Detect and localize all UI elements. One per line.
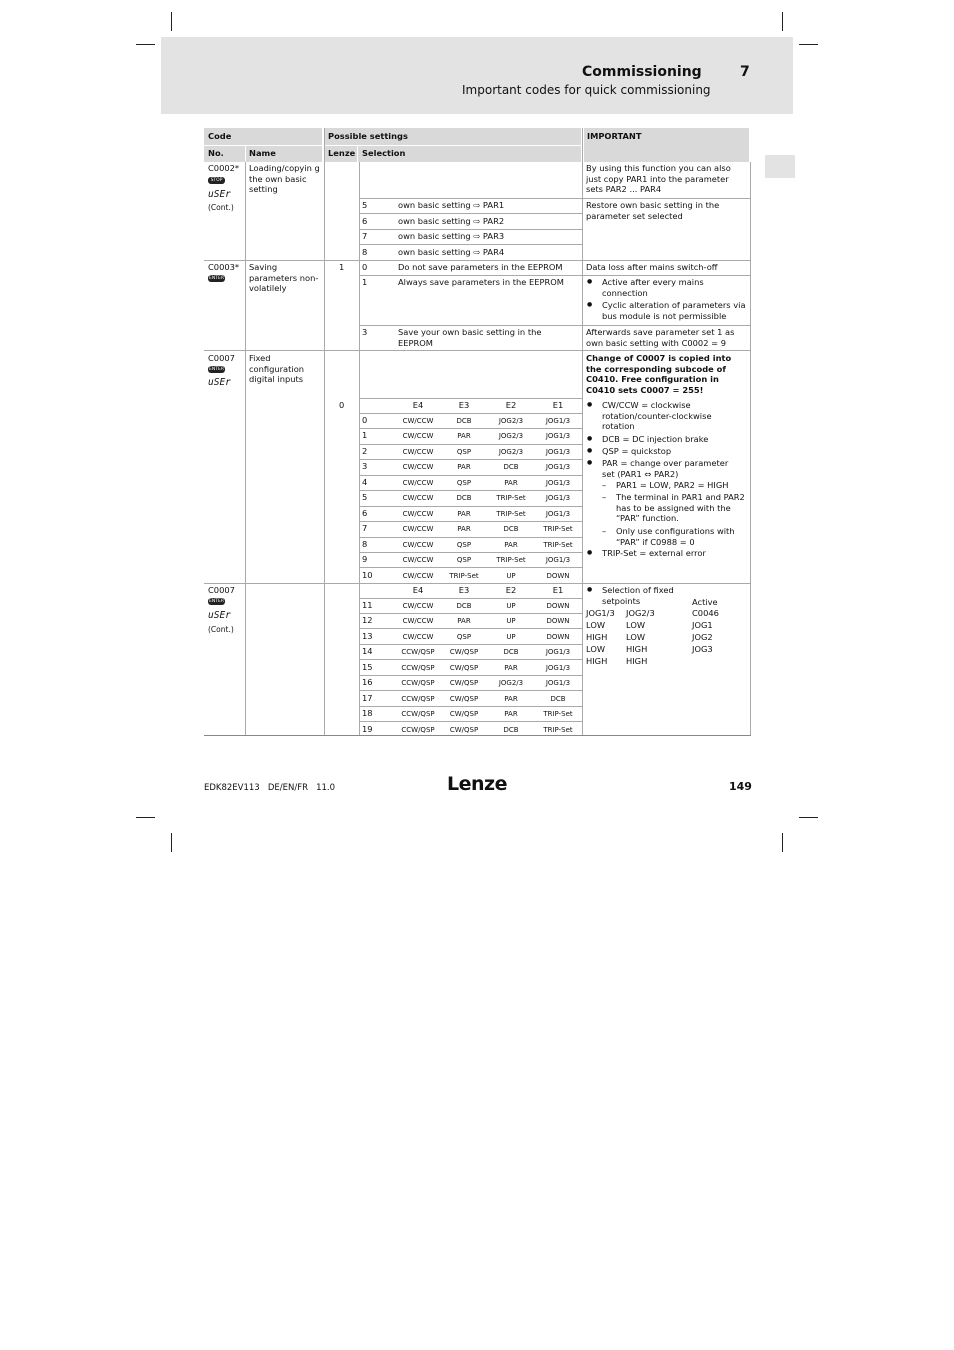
- selection-number: 7: [362, 231, 368, 241]
- lenze-logo: Lenze: [447, 773, 507, 795]
- selection-number: 18: [362, 708, 373, 718]
- table-cell: PAR: [457, 510, 471, 518]
- bullet-item: ● QSP = quickstop: [602, 446, 742, 457]
- selection-number: 13: [362, 631, 373, 641]
- table-cell: PAR: [504, 541, 518, 549]
- table-cell: JOG1/3: [545, 463, 571, 471]
- table-cell: CW/CCW: [402, 479, 434, 487]
- selection-number: 16: [362, 677, 373, 687]
- column-e2: E2: [505, 585, 517, 595]
- selection-number: 19: [362, 724, 373, 734]
- crop-mark: [171, 833, 172, 852]
- table-cell: UP: [506, 633, 516, 641]
- table-cell: JOG1/3: [545, 479, 571, 487]
- table-cell: CW/CCW: [402, 432, 434, 440]
- table-cell: JOG1/3: [545, 679, 571, 687]
- table-cell: CCW/QSP: [401, 679, 435, 687]
- important-note: Restore own basic setting in the parameter set selected: [586, 200, 720, 221]
- jog-header: JOG2/3: [626, 608, 655, 618]
- selection-text: own basic setting ⇨ PAR2: [398, 216, 505, 226]
- table-cell: CCW/QSP: [401, 695, 435, 703]
- code-name: Loading/copyin g the own basic setting: [249, 163, 320, 194]
- lenze-default: 0: [339, 400, 345, 410]
- table-cell: CW/CCW: [402, 602, 434, 610]
- table-cell: CW/CCW: [402, 541, 434, 549]
- table-cell: JOG2/3: [498, 432, 524, 440]
- jog-cell: HIGH: [586, 632, 608, 642]
- column-e1: E1: [552, 400, 564, 410]
- selection-number: 14: [362, 646, 373, 656]
- table-cell: CW/QSP: [449, 648, 479, 656]
- header-important: IMPORTANT: [587, 131, 642, 141]
- selection-number: 17: [362, 693, 373, 703]
- selection-number: 3: [362, 461, 368, 471]
- selection-text: own basic setting ⇨ PAR3: [398, 231, 505, 241]
- table-cell: PAR: [504, 695, 518, 703]
- crop-mark: [799, 44, 818, 45]
- selection-text: Save your own basic setting in the EEPROM: [398, 327, 542, 348]
- table-cell: QSP: [456, 633, 472, 641]
- table-cell: DCB: [456, 602, 472, 610]
- selection-number: 0: [362, 262, 368, 272]
- table-cell: QSP: [456, 448, 472, 456]
- column-e3: E3: [458, 585, 470, 595]
- table-cell: QSP: [456, 541, 472, 549]
- table-cell: JOG1/3: [545, 432, 571, 440]
- continued-label: (Cont.): [208, 203, 234, 212]
- jog-header: JOG1/3: [586, 608, 615, 618]
- crop-mark: [171, 12, 172, 31]
- user-menu-icon: uSEr: [208, 189, 231, 200]
- table-cell: TRIP-Set: [543, 710, 573, 718]
- selection-number: 6: [362, 508, 368, 518]
- enter-key-icon: ENTER: [209, 276, 224, 281]
- jog-cell: HIGH: [626, 656, 648, 666]
- table-cell: CW/CCW: [402, 448, 434, 456]
- header-name: Name: [249, 148, 276, 158]
- table-cell: UP: [506, 572, 516, 580]
- table-cell: DCB: [503, 726, 519, 734]
- column-e2: E2: [505, 400, 517, 410]
- user-menu-icon: uSEr: [208, 377, 231, 388]
- table-cell: DOWN: [546, 633, 570, 641]
- table-cell: JOG1/3: [545, 494, 571, 502]
- chapter-title: Commissioning: [582, 64, 702, 80]
- table-cell: JOG2/3: [498, 448, 524, 456]
- table-cell: PAR: [504, 710, 518, 718]
- code-name: Fixed configuration digital inputs: [249, 353, 305, 384]
- enter-key-icon: ENTER: [209, 367, 224, 372]
- selection-text: Always save parameters in the EEPROM: [398, 277, 564, 287]
- table-cell: DCB: [503, 648, 519, 656]
- jog-cell: HIGH: [626, 644, 648, 654]
- crop-mark: [782, 833, 783, 852]
- selection-number: 8: [362, 539, 368, 549]
- important-note: Change of C0007 is copied into the corresponding subcode of C0410. Free configuration in C0410 sets C0007 = 255!: [586, 353, 732, 395]
- selection-number: 9: [362, 554, 368, 564]
- user-menu-icon: uSEr: [208, 610, 231, 621]
- table-cell: JOG1/3: [545, 556, 571, 564]
- table-cell: DOWN: [546, 617, 570, 625]
- table-cell: CW/CCW: [402, 525, 434, 533]
- selection-number: 8: [362, 247, 368, 257]
- jog-cell: LOW: [586, 644, 606, 654]
- crop-mark: [782, 12, 783, 31]
- table-cell: JOG1/3: [545, 510, 571, 518]
- selection-text: Do not save parameters in the EEPROM: [398, 262, 563, 272]
- dash-item: – PAR1 = LOW, PAR2 = HIGH: [616, 480, 746, 491]
- table-cell: PAR: [504, 479, 518, 487]
- bullet-item: ● TRIP-Set = external error: [602, 548, 742, 559]
- table-cell: JOG1/3: [545, 648, 571, 656]
- section-subtitle: Important codes for quick commissioning: [462, 83, 711, 97]
- selection-number: 6: [362, 216, 368, 226]
- table-cell: TRIP-Set: [543, 726, 573, 734]
- table-cell: CCW/QSP: [401, 726, 435, 734]
- jog-header: Active C0046: [692, 597, 719, 618]
- table-cell: PAR: [457, 525, 471, 533]
- table-cell: UP: [506, 617, 516, 625]
- header-lenze: Lenze: [328, 148, 356, 158]
- document-id: EDK82EV113 DE/EN/FR 11.0: [204, 783, 336, 793]
- table-cell: TRIP-Set: [496, 510, 526, 518]
- header-selection: Selection: [362, 148, 406, 158]
- important-note: Afterwards save parameter set 1 as own basic setting with C0002 = 9: [586, 327, 735, 348]
- selection-number: 5: [362, 492, 368, 502]
- jog-cell: HIGH: [586, 656, 608, 666]
- jog-cell: JOG3: [692, 644, 713, 654]
- selection-text: own basic setting ⇨ PAR1: [398, 200, 505, 210]
- bullet-item: ● PAR = change over parameter set (PAR1 ⇔ PAR2): [602, 458, 742, 479]
- table-cell: CW/CCW: [402, 417, 434, 425]
- table-cell: CCW/QSP: [401, 648, 435, 656]
- table-cell: CW/CCW: [402, 463, 434, 471]
- table-cell: JOG1/3: [545, 448, 571, 456]
- crop-mark: [136, 817, 155, 818]
- continued-label: (Cont.): [208, 625, 234, 634]
- enter-key-icon: ENTER: [209, 599, 224, 604]
- selection-number: 1: [362, 430, 368, 440]
- table-cell: TRIP-Set: [543, 525, 573, 533]
- table-cell: PAR: [457, 617, 471, 625]
- table-cell: PAR: [504, 664, 518, 672]
- selection-number: 12: [362, 615, 373, 625]
- column-e3: E3: [458, 400, 470, 410]
- selection-number: 7: [362, 523, 368, 533]
- table-cell: CCW/QSP: [401, 710, 435, 718]
- selection-number: 1: [362, 277, 368, 287]
- jog-cell: LOW: [626, 632, 646, 642]
- table-cell: TRIP-Set: [449, 572, 479, 580]
- bullet-item: ● CW/CCW = clockwise rotation/counter-clockwise rotation: [602, 400, 742, 432]
- table-cell: DCB: [503, 525, 519, 533]
- column-e4: E4: [412, 585, 424, 595]
- crop-mark: [799, 817, 818, 818]
- page-number: 149: [729, 780, 752, 793]
- bullet-item: ● Cyclic alteration of parameters via bus module is not permissible: [602, 300, 747, 321]
- table-cell: TRIP-Set: [543, 541, 573, 549]
- header-no: No.: [208, 148, 224, 158]
- selection-number: 10: [362, 570, 373, 580]
- selection-number: 11: [362, 600, 373, 610]
- table-cell: DCB: [503, 463, 519, 471]
- table-cell: JOG2/3: [498, 417, 524, 425]
- table-cell: PAR: [457, 463, 471, 471]
- selection-number: 0: [362, 415, 368, 425]
- selection-text: own basic setting ⇨ PAR4: [398, 247, 505, 257]
- dash-item: – Only use configurations with “PAR” if C0988 = 0: [616, 526, 746, 547]
- table-cell: QSP: [456, 556, 472, 564]
- table-cell: TRIP-Set: [496, 556, 526, 564]
- header-possible-settings: Possible settings: [328, 131, 408, 141]
- code-number: C0003*: [208, 262, 240, 272]
- table-cell: CW/CCW: [402, 633, 434, 641]
- header-code: Code: [208, 131, 232, 141]
- table-cell: DCB: [456, 417, 472, 425]
- code-number: C0002*: [208, 163, 240, 173]
- crop-mark: [136, 44, 155, 45]
- selection-number: 4: [362, 477, 368, 487]
- selection-number: 5: [362, 200, 368, 210]
- column-e1: E1: [552, 585, 564, 595]
- important-note: Data loss after mains switch-off: [586, 262, 718, 272]
- table-cell: CW/CCW: [402, 556, 434, 564]
- jog-cell: JOG1: [692, 620, 713, 630]
- jog-cell: LOW: [626, 620, 646, 630]
- selection-number: 15: [362, 662, 373, 672]
- dash-item: – The terminal in PAR1 and PAR2 has to be assigned with the “PAR” function.: [616, 492, 746, 524]
- stop-key-icon: STOP: [208, 177, 225, 184]
- table-cell: JOG1/3: [545, 417, 571, 425]
- table-cell: QSP: [456, 479, 472, 487]
- table-cell: CW/QSP: [449, 710, 479, 718]
- table-cell: CW/CCW: [402, 494, 434, 502]
- table-cell: CW/CCW: [402, 617, 434, 625]
- table-cell: DCB: [550, 695, 566, 703]
- table-cell: JOG2/3: [498, 679, 524, 687]
- jog-cell: JOG2: [692, 632, 713, 642]
- jog-cell: LOW: [586, 620, 606, 630]
- lenze-default: 1: [339, 262, 345, 272]
- code-name: Saving parameters non-volatilely: [249, 262, 319, 293]
- table-cell: JOG1/3: [545, 664, 571, 672]
- bullet-item: ● Selection of fixed setpoints: [602, 585, 692, 606]
- table-cell: PAR: [457, 432, 471, 440]
- selection-number: 2: [362, 446, 368, 456]
- table-cell: CW/QSP: [449, 726, 479, 734]
- table-cell: CW/CCW: [402, 510, 434, 518]
- table-cell: CW/QSP: [449, 664, 479, 672]
- table-cell: DOWN: [546, 602, 570, 610]
- bullet-item: ● Active after every mains connection: [602, 277, 742, 298]
- chapter-tab: [765, 155, 795, 178]
- selection-number: 3: [362, 327, 368, 337]
- table-cell: CW/CCW: [402, 572, 434, 580]
- table-cell: CW/QSP: [449, 679, 479, 687]
- table-cell: CW/QSP: [449, 695, 479, 703]
- column-e4: E4: [412, 400, 424, 410]
- table-cell: CCW/QSP: [401, 664, 435, 672]
- important-note: By using this function you can also just copy PAR1 into the parameter sets PAR2 ... PAR4: [586, 163, 731, 194]
- bullet-item: ● DCB = DC injection brake: [602, 434, 742, 445]
- table-cell: DCB: [456, 494, 472, 502]
- table-cell: TRIP-Set: [496, 494, 526, 502]
- table-cell: UP: [506, 602, 516, 610]
- code-number: C0007: [208, 585, 235, 595]
- table-cell: DOWN: [546, 572, 570, 580]
- chapter-number: 7: [740, 64, 750, 80]
- code-number: C0007: [208, 353, 235, 363]
